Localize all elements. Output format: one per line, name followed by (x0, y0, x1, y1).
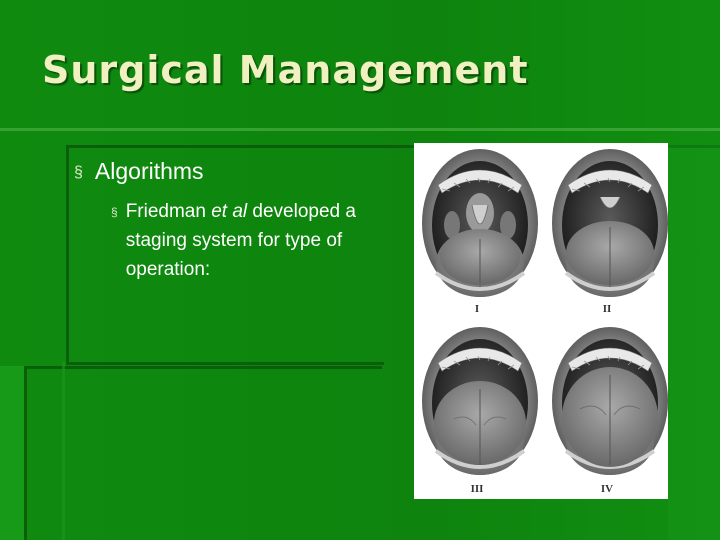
accent-band (668, 145, 720, 540)
bullet-level-2 (111, 197, 361, 284)
stage-label-iii: III (470, 483, 484, 495)
mouth-panel-iii (422, 327, 538, 475)
frame-line (24, 366, 382, 369)
bullet-level-1 (74, 158, 204, 185)
slide-title: Surgical Management (42, 48, 529, 92)
mouth-panel-ii (552, 149, 668, 297)
frame-line (62, 362, 65, 540)
frame-line (66, 145, 69, 365)
top-rule (0, 128, 720, 131)
mouth-illustrations (414, 143, 668, 499)
square-bullet-icon: § (111, 205, 118, 219)
frame-line (66, 362, 384, 365)
accent-band (0, 366, 24, 540)
stage-label-ii: II (602, 303, 612, 315)
frame-line (24, 366, 27, 540)
friedman-staging-figure (414, 143, 668, 499)
mouth-panel-i (422, 149, 538, 297)
bullet-text: Friedman et al developed a staging system for type of operation: (125, 201, 356, 280)
square-bullet-icon: § (74, 164, 83, 181)
bullet-text: Algorithms (94, 158, 204, 184)
stage-label-i: I (474, 303, 480, 315)
mouth-panel-iv (552, 327, 668, 475)
stage-label-iv: IV (600, 483, 614, 495)
